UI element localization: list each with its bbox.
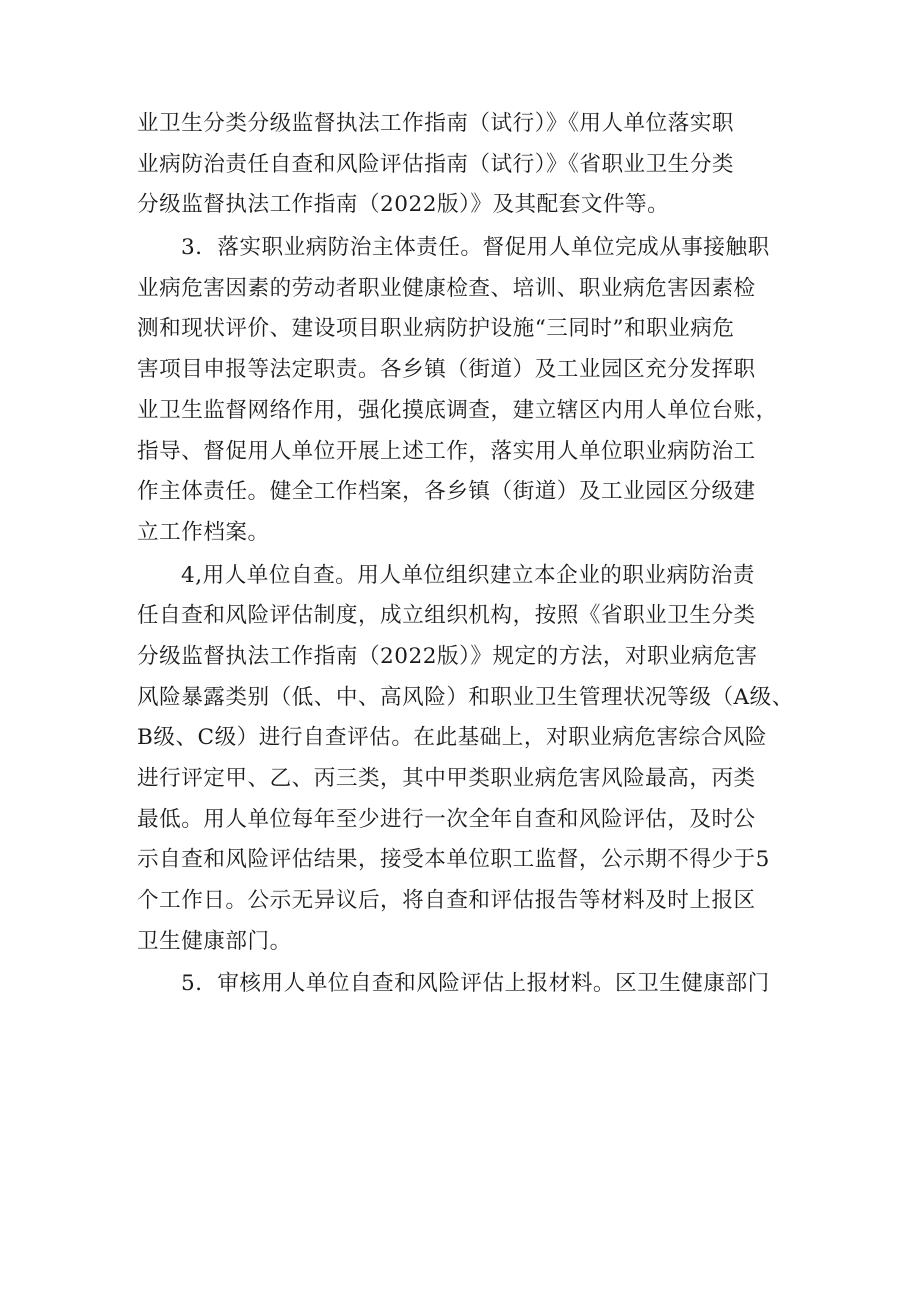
text-line: 业病危害因素的劳动者职业健康检查、培训、职业病危害因素检 [137, 275, 756, 301]
text-line: 4,用人单位自查。用人单位组织建立本企业的职业病防治责 [181, 562, 755, 588]
document-body [137, 104, 797, 1005]
text-line: 作主体责任。健全工作档案，各乡镇（街道）及工业园区分级建 [137, 479, 756, 505]
text-line: B级、C级）进行自查评估。在此基础上，对职业病危害综合风险 [137, 725, 767, 751]
paragraph-item-5 [137, 964, 797, 1005]
text-line: 任自查和风险评估制度，成立组织机构，按照《省职业卫生分类 [137, 603, 756, 629]
text-line: 示自查和风险评估结果，接受本单位职工监督，公示期不得少于5 [137, 847, 770, 873]
text-line: 指导、督促用人单位开展上述工作，落实用人单位职业病防治工 [137, 438, 756, 464]
text-line: 分级监督执法工作指南（2022版）》规定的方法，对职业病危害 [137, 643, 758, 669]
text-line: 进行评定甲、乙、丙三类，其中甲类职业病危害风险最高，丙类 [137, 766, 756, 791]
text-line: 风险暴露类别（低、中、高风险）和职业卫生管理状况等级（A级、 [137, 684, 794, 710]
paragraph-item-3 [137, 228, 797, 554]
text-line: 最低。用人单位每年至少进行一次全年自查和风险评估，及时公 [137, 806, 756, 832]
text-line: 业卫生分类分级监督执法工作指南（试行）》《用人单位落实职 [137, 111, 735, 136]
text-line: 个工作日。公示无异议后，将自查和评估报告等材料及时上报区 [137, 888, 756, 914]
text-line: 立工作档案。 [137, 519, 270, 545]
text-line: 分级监督执法工作指南（2022版）》及其配套文件等。 [137, 192, 670, 218]
text-line: 业病防治责任自查和风险评估指南（试行）》《省职业卫生分类 [137, 151, 735, 177]
text-line: 害项目申报等法定职责。各乡镇（街道）及工业园区充分发挥职 [137, 357, 756, 383]
paragraph-item-4 [137, 556, 797, 963]
text-line: 测和现状评价、建设项目职业病防护设施“三同时”和职业病危 [137, 316, 735, 342]
text-line: 5．审核用人单位自查和风险评估上报材料。区卫生健康部门 [181, 971, 770, 997]
text-line: 3．落实职业病防治主体责任。督促用人单位完成从事接触职 [181, 235, 770, 261]
paragraph-continued [137, 104, 797, 226]
text-line: 业卫生监督网络作用，强化摸底调查，建立辖区内用人单位台账， [137, 397, 778, 423]
text-line: 卫生健康部门。 [137, 928, 292, 954]
